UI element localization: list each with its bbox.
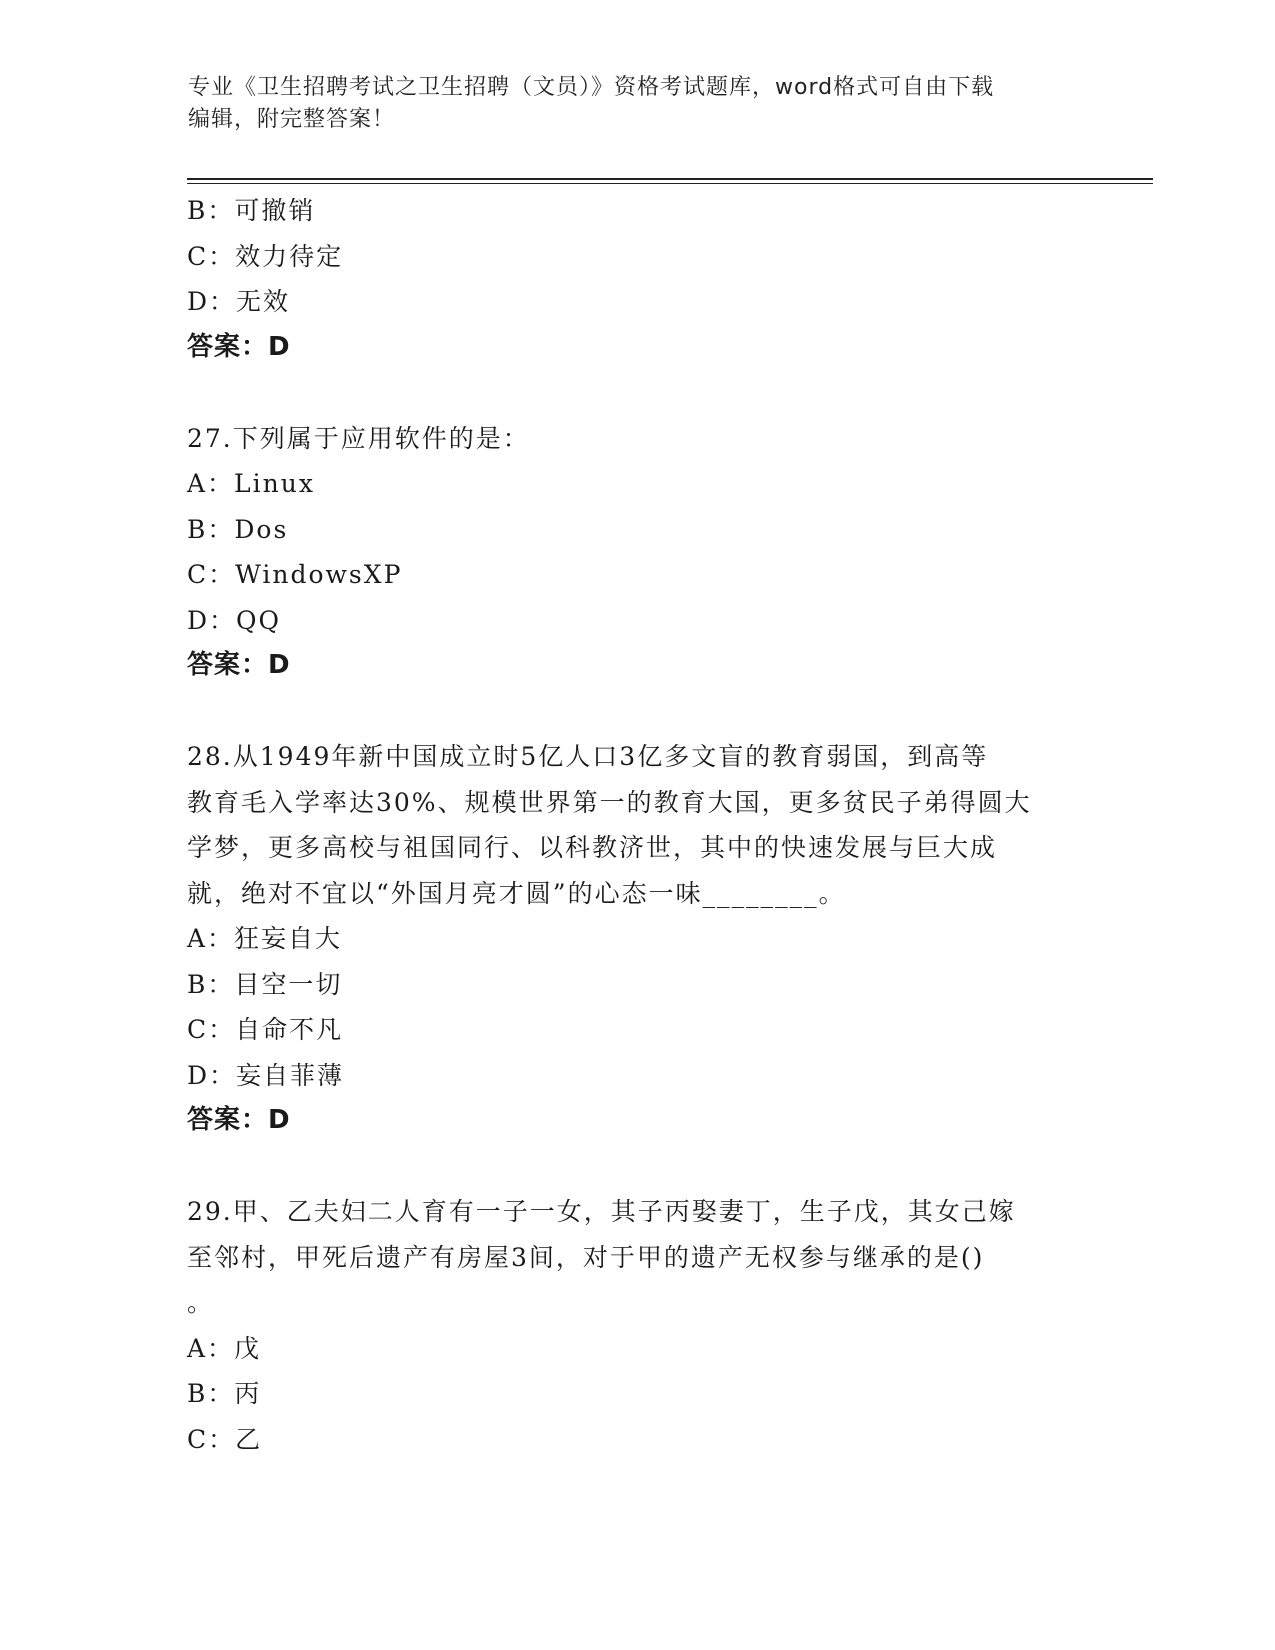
header-line-2: 编辑，附完整答案！ [188, 107, 396, 132]
header-rule-thin [187, 183, 1153, 184]
answer-line: 答案：D [187, 331, 291, 362]
question-29 [187, 1189, 1087, 1462]
question-27 [187, 416, 1087, 689]
header-line-1: 专业《卫生招聘考试之卫生招聘（文员）》资格考试题库，word格式可自由下载 [188, 75, 995, 100]
option-d: D：妄自菲薄 [187, 1060, 345, 1090]
document-header [188, 72, 1068, 136]
option-b: B：目空一切 [187, 969, 343, 999]
question-text-line-4: 就，绝对不宜以“外国月亮才圆”的心态一味________。 [187, 878, 846, 908]
option-a: A：Linux [187, 469, 315, 498]
question-text-line-2: 教育毛入学率达30%、规模世界第一的教育大国，更多贫民子弟得圆大 [187, 787, 1032, 817]
question-list [187, 188, 1087, 1462]
option-a: A：狂妄自大 [187, 924, 343, 953]
option-d: D：QQ [187, 605, 282, 635]
option-c: C：效力待定 [187, 241, 344, 271]
option-b: B：丙 [187, 1379, 262, 1408]
option-b: B：Dos [187, 514, 289, 544]
option-c: C：自命不凡 [187, 1015, 344, 1044]
question-26-tail [187, 188, 1087, 370]
option-c: C：乙 [187, 1424, 263, 1454]
header-rule-thick [187, 178, 1153, 180]
question-text-line-3: 。 [187, 1288, 215, 1317]
question-text: 27.下列属于应用软件的是： [187, 423, 530, 453]
option-a: A：戊 [187, 1333, 262, 1363]
answer-line: 答案：D [187, 1105, 291, 1135]
answer-line: 答案：D [187, 650, 291, 680]
option-c: C：WindowsXP [187, 560, 403, 589]
question-text-line-2: 至邻村，甲死后遗产有房屋3间，对于甲的遗产无权参与继承的是() [187, 1242, 985, 1272]
question-text-line-3: 学梦，更多高校与祖国同行、以科教济世，其中的快速发展与巨大成 [187, 833, 998, 862]
option-d: D：无效 [187, 287, 291, 316]
question-text-line-1: 29.甲、乙夫妇二人育有一子一女，其子丙娶妻丁，生子戊，其女己嫁 [187, 1197, 1016, 1226]
question-28 [187, 734, 1087, 1144]
question-text-line-1: 28.从1949年新中国成立时5亿人口3亿多文盲的教育弱国，到高等 [187, 742, 989, 771]
option-b: B：可撤销 [187, 196, 316, 225]
